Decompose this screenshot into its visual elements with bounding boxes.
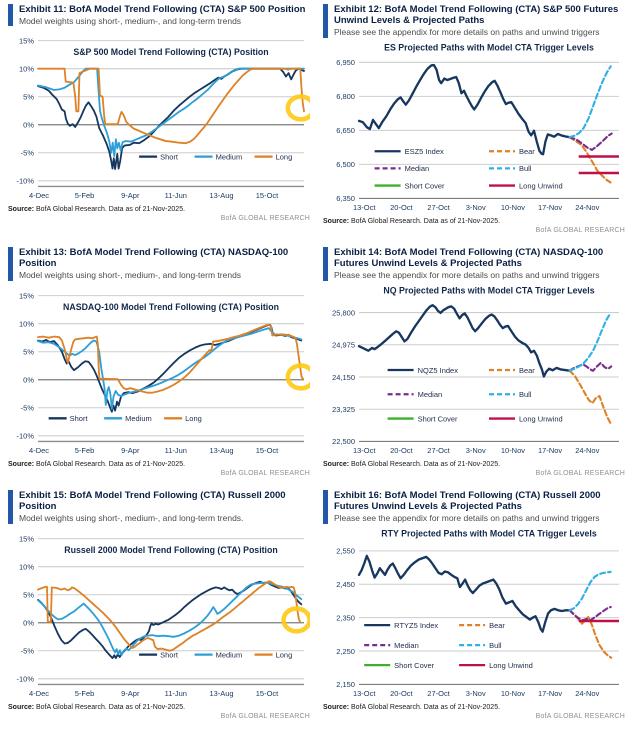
brand-line: BofA GLOBAL RESEARCH bbox=[220, 712, 310, 720]
svg-text:17-Nov: 17-Nov bbox=[538, 202, 563, 212]
source-text: BofA Global Research. Data as of 21-Nov-2025. bbox=[349, 703, 501, 711]
projected-paths-chart-nq bbox=[323, 284, 625, 458]
svg-text:Bear: Bear bbox=[489, 620, 505, 630]
exhibit-header bbox=[8, 247, 310, 281]
svg-text:5-Feb: 5-Feb bbox=[74, 445, 95, 455]
svg-text:24,150: 24,150 bbox=[332, 372, 355, 382]
svg-text:Bear: Bear bbox=[519, 365, 535, 375]
chart-svg bbox=[323, 527, 625, 701]
source-label: Source: bbox=[8, 460, 35, 468]
svg-text:-10%: -10% bbox=[16, 176, 34, 187]
exhibit-accent-bar bbox=[323, 4, 328, 38]
cta-position-chart-rty bbox=[8, 527, 310, 701]
svg-text:10%: 10% bbox=[19, 561, 34, 572]
chart-svg bbox=[323, 284, 625, 458]
panel-footer bbox=[8, 461, 310, 477]
panel-footer bbox=[8, 704, 310, 720]
svg-text:15-Oct: 15-Oct bbox=[255, 445, 279, 455]
svg-text:15%: 15% bbox=[19, 533, 34, 544]
svg-text:Bear: Bear bbox=[519, 146, 535, 156]
svg-text:20-Oct: 20-Oct bbox=[390, 202, 413, 212]
svg-text:Short Cover: Short Cover bbox=[394, 660, 435, 670]
svg-text:24-Nov: 24-Nov bbox=[575, 688, 600, 698]
svg-text:Median: Median bbox=[404, 163, 430, 173]
svg-text:-10%: -10% bbox=[16, 431, 34, 441]
panel-footer bbox=[323, 218, 625, 234]
svg-text:-5%: -5% bbox=[20, 646, 34, 656]
brand-line: BofA GLOBAL RESEARCH bbox=[535, 469, 625, 477]
exhibit-subtitle: Please see the appendix for more details on paths and unwind triggers bbox=[334, 513, 600, 524]
svg-text:ESZ5 Index: ESZ5 Index bbox=[404, 146, 444, 156]
source-line bbox=[323, 704, 625, 711]
svg-text:Long: Long bbox=[275, 649, 293, 660]
svg-text:Short: Short bbox=[160, 152, 178, 162]
brand-line: BofA GLOBAL RESEARCH bbox=[220, 215, 310, 223]
svg-text:10%: 10% bbox=[19, 318, 34, 329]
exhibit-title: Exhibit 12: BofA Model Trend Following (CTA) S&P 500 Futures Unwind Levels & Projected Paths bbox=[334, 4, 619, 27]
svg-text:Long: Long bbox=[185, 413, 202, 423]
svg-text:23,325: 23,325 bbox=[332, 404, 355, 414]
svg-text:5-Feb: 5-Feb bbox=[74, 191, 95, 201]
exhibit-header bbox=[8, 4, 310, 26]
svg-text:10-Nov: 10-Nov bbox=[500, 445, 525, 455]
exhibit-header bbox=[323, 490, 625, 524]
source-text: BofA Global Research. Data as of 21-Nov-2025. bbox=[34, 206, 186, 214]
svg-text:Short Cover: Short Cover bbox=[417, 413, 458, 423]
svg-text:Median: Median bbox=[417, 389, 443, 399]
svg-text:13-Oct: 13-Oct bbox=[352, 688, 376, 698]
svg-text:13-Aug: 13-Aug bbox=[209, 191, 234, 201]
svg-text:Russell 2000 Model Trend Follo: Russell 2000 Model Trend Following (CTA) Position bbox=[64, 544, 278, 555]
exhibit-accent-bar bbox=[8, 490, 13, 524]
panel-footer bbox=[8, 206, 310, 222]
svg-text:24-Nov: 24-Nov bbox=[575, 202, 600, 212]
exhibit-title: Exhibit 16: BofA Model Trend Following (CTA) Russell 2000 Futures Unwind Levels & Projected Paths bbox=[334, 490, 601, 513]
svg-text:27-Oct: 27-Oct bbox=[427, 202, 450, 212]
exhibit-header bbox=[323, 247, 625, 281]
svg-text:13-Oct: 13-Oct bbox=[352, 445, 376, 455]
svg-text:9-Apr: 9-Apr bbox=[121, 191, 140, 201]
source-line bbox=[323, 461, 625, 468]
svg-text:ES Projected Paths with Model: ES Projected Paths with Model CTA Trigger Levels bbox=[384, 41, 594, 52]
svg-text:Short: Short bbox=[69, 413, 88, 423]
svg-text:17-Nov: 17-Nov bbox=[538, 688, 563, 698]
svg-text:Bull: Bull bbox=[519, 389, 532, 399]
svg-text:9-Apr: 9-Apr bbox=[121, 445, 140, 455]
exhibit-15-panel bbox=[8, 490, 310, 731]
svg-text:S&P 500 Model Trend Following: S&P 500 Model Trend Following (CTA) Position bbox=[73, 47, 269, 58]
exhibit-accent-bar bbox=[323, 490, 328, 524]
source-label: Source: bbox=[8, 206, 35, 214]
svg-text:15%: 15% bbox=[19, 36, 34, 46]
panel-footer bbox=[323, 704, 625, 720]
svg-text:27-Oct: 27-Oct bbox=[427, 445, 450, 455]
exhibit-header bbox=[8, 490, 310, 524]
svg-text:Short: Short bbox=[160, 649, 178, 660]
source-text: BofA Global Research. Data as of 21-Nov-2025. bbox=[34, 460, 186, 468]
source-text: BofA Global Research. Data as of 21-Nov-2025. bbox=[349, 460, 501, 468]
chart-svg bbox=[8, 527, 310, 701]
projected-paths-chart-es bbox=[323, 41, 625, 215]
exhibit-title: Exhibit 14: BofA Model Trend Following (CTA) NASDAQ-100 Futures Unwind Levels & Projected Paths bbox=[334, 247, 604, 270]
svg-text:13-Aug: 13-Aug bbox=[209, 688, 234, 698]
svg-text:3-Nov: 3-Nov bbox=[465, 688, 486, 698]
svg-text:Medium: Medium bbox=[125, 413, 152, 423]
svg-text:6,650: 6,650 bbox=[336, 125, 355, 135]
svg-text:6,350: 6,350 bbox=[336, 193, 355, 203]
svg-text:13-Oct: 13-Oct bbox=[352, 202, 376, 212]
svg-text:5%: 5% bbox=[23, 589, 34, 600]
exhibit-11-panel bbox=[8, 4, 310, 245]
svg-text:6,500: 6,500 bbox=[336, 159, 355, 169]
svg-text:RTY Projected Paths with Model: RTY Projected Paths with Model CTA Trigger Levels bbox=[381, 527, 597, 538]
svg-text:22,500: 22,500 bbox=[332, 436, 355, 446]
svg-text:NQ Projected Paths with Model: NQ Projected Paths with Model CTA Trigger Levels bbox=[383, 284, 595, 295]
exhibit-title: Exhibit 11: BofA Model Trend Following (CTA) S&P 500 Position bbox=[19, 4, 306, 15]
svg-text:Median: Median bbox=[394, 640, 419, 650]
svg-text:2,350: 2,350 bbox=[336, 612, 355, 623]
svg-text:2,250: 2,250 bbox=[336, 646, 355, 656]
svg-text:6,800: 6,800 bbox=[336, 91, 355, 101]
brand-line: BofA GLOBAL RESEARCH bbox=[220, 469, 310, 477]
source-label: Source: bbox=[323, 703, 350, 711]
svg-text:3-Nov: 3-Nov bbox=[465, 202, 486, 212]
exhibit-subtitle: Model weights using short-, medium-, and long-term trends. bbox=[19, 513, 244, 524]
cta-position-chart-spx bbox=[8, 29, 310, 203]
panel-footer bbox=[323, 461, 625, 477]
svg-text:0%: 0% bbox=[23, 120, 34, 130]
svg-text:4-Dec: 4-Dec bbox=[29, 445, 50, 455]
svg-text:-5%: -5% bbox=[20, 403, 34, 413]
svg-text:4-Dec: 4-Dec bbox=[29, 688, 50, 698]
chart-svg bbox=[8, 29, 310, 203]
exhibit-16-panel bbox=[323, 490, 625, 731]
svg-text:24-Nov: 24-Nov bbox=[575, 445, 600, 455]
source-label: Source: bbox=[8, 703, 35, 711]
exhibit-title: Exhibit 13: BofA Model Trend Following (CTA) NASDAQ-100 Position bbox=[19, 247, 289, 270]
source-label: Source: bbox=[323, 460, 350, 468]
svg-text:17-Nov: 17-Nov bbox=[538, 445, 563, 455]
svg-text:6,950: 6,950 bbox=[336, 57, 355, 67]
svg-text:Long Unwind: Long Unwind bbox=[519, 180, 563, 190]
svg-text:3-Nov: 3-Nov bbox=[465, 445, 486, 455]
exhibit-subtitle: Model weights using short-, medium-, and long-term trends bbox=[19, 270, 242, 281]
svg-text:10-Nov: 10-Nov bbox=[500, 688, 525, 698]
svg-text:27-Oct: 27-Oct bbox=[427, 688, 450, 698]
svg-text:NASDAQ-100 Model Trend Followi: NASDAQ-100 Model Trend Following (CTA) Position bbox=[63, 301, 279, 312]
svg-text:Medium: Medium bbox=[215, 152, 243, 162]
svg-text:11-Jun: 11-Jun bbox=[164, 688, 187, 698]
svg-text:20-Oct: 20-Oct bbox=[390, 445, 413, 455]
svg-text:2,450: 2,450 bbox=[336, 579, 355, 589]
svg-text:24,975: 24,975 bbox=[332, 340, 355, 350]
svg-text:Medium: Medium bbox=[215, 649, 243, 660]
svg-text:5-Feb: 5-Feb bbox=[74, 688, 95, 698]
exhibit-accent-bar bbox=[8, 4, 13, 26]
source-line bbox=[8, 704, 310, 711]
source-text: BofA Global Research. Data as of 21-Nov-2025. bbox=[349, 217, 501, 225]
svg-text:5%: 5% bbox=[23, 346, 34, 357]
cta-position-chart-ndx bbox=[8, 284, 310, 458]
svg-text:Bull: Bull bbox=[489, 640, 502, 650]
svg-text:NQZ5 Index: NQZ5 Index bbox=[417, 365, 458, 375]
svg-text:20-Oct: 20-Oct bbox=[390, 688, 413, 698]
svg-text:0%: 0% bbox=[23, 375, 34, 385]
exhibit-accent-bar bbox=[323, 247, 328, 281]
brand-line: BofA GLOBAL RESEARCH bbox=[535, 712, 625, 720]
exhibit-12-panel bbox=[323, 4, 625, 245]
source-line bbox=[8, 461, 310, 468]
svg-text:Long: Long bbox=[275, 152, 293, 162]
exhibit-subtitle: Model weights using short-, medium-, and long-term trends bbox=[19, 16, 242, 27]
source-line bbox=[8, 206, 310, 213]
svg-text:11-Jun: 11-Jun bbox=[164, 191, 187, 201]
svg-text:-5%: -5% bbox=[20, 148, 34, 159]
svg-text:Short Cover: Short Cover bbox=[404, 180, 445, 190]
exhibit-header bbox=[323, 4, 625, 38]
svg-text:15%: 15% bbox=[19, 290, 34, 301]
svg-text:2,150: 2,150 bbox=[336, 679, 355, 689]
projected-paths-chart-rty-futures bbox=[323, 527, 625, 701]
svg-text:Long Unwind: Long Unwind bbox=[489, 660, 533, 670]
svg-text:10-Nov: 10-Nov bbox=[500, 202, 525, 212]
exhibit-subtitle: Please see the appendix for more details on paths and unwind triggers bbox=[334, 270, 600, 281]
svg-text:Long Unwind: Long Unwind bbox=[519, 413, 563, 423]
exhibit-subtitle: Please see the appendix for more details on paths and unwind triggers bbox=[334, 27, 600, 38]
exhibit-accent-bar bbox=[8, 247, 13, 281]
svg-text:11-Jun: 11-Jun bbox=[164, 445, 187, 455]
svg-text:5%: 5% bbox=[23, 92, 34, 102]
svg-text:25,800: 25,800 bbox=[332, 307, 355, 317]
svg-text:Bull: Bull bbox=[519, 163, 532, 173]
exhibit-title: Exhibit 15: BofA Model Trend Following (CTA) Russell 2000 Position bbox=[19, 490, 286, 513]
svg-text:2,550: 2,550 bbox=[336, 546, 355, 556]
source-label: Source: bbox=[323, 217, 350, 225]
svg-text:RTYZ5 Index: RTYZ5 Index bbox=[394, 620, 439, 630]
svg-text:15-Oct: 15-Oct bbox=[255, 191, 279, 201]
chart-svg bbox=[323, 41, 625, 215]
brand-line: BofA GLOBAL RESEARCH bbox=[535, 226, 625, 234]
svg-text:4-Dec: 4-Dec bbox=[29, 191, 50, 201]
svg-text:-10%: -10% bbox=[16, 674, 34, 684]
exhibit-13-panel bbox=[8, 247, 310, 488]
svg-text:13-Aug: 13-Aug bbox=[209, 445, 234, 455]
source-line bbox=[323, 218, 625, 225]
exhibit-14-panel bbox=[323, 247, 625, 488]
svg-text:0%: 0% bbox=[23, 618, 34, 628]
source-text: BofA Global Research. Data as of 21-Nov-2025. bbox=[34, 703, 186, 711]
chart-svg bbox=[8, 284, 310, 458]
svg-text:15-Oct: 15-Oct bbox=[255, 688, 279, 698]
svg-text:10%: 10% bbox=[19, 64, 34, 74]
svg-text:9-Apr: 9-Apr bbox=[121, 688, 140, 698]
